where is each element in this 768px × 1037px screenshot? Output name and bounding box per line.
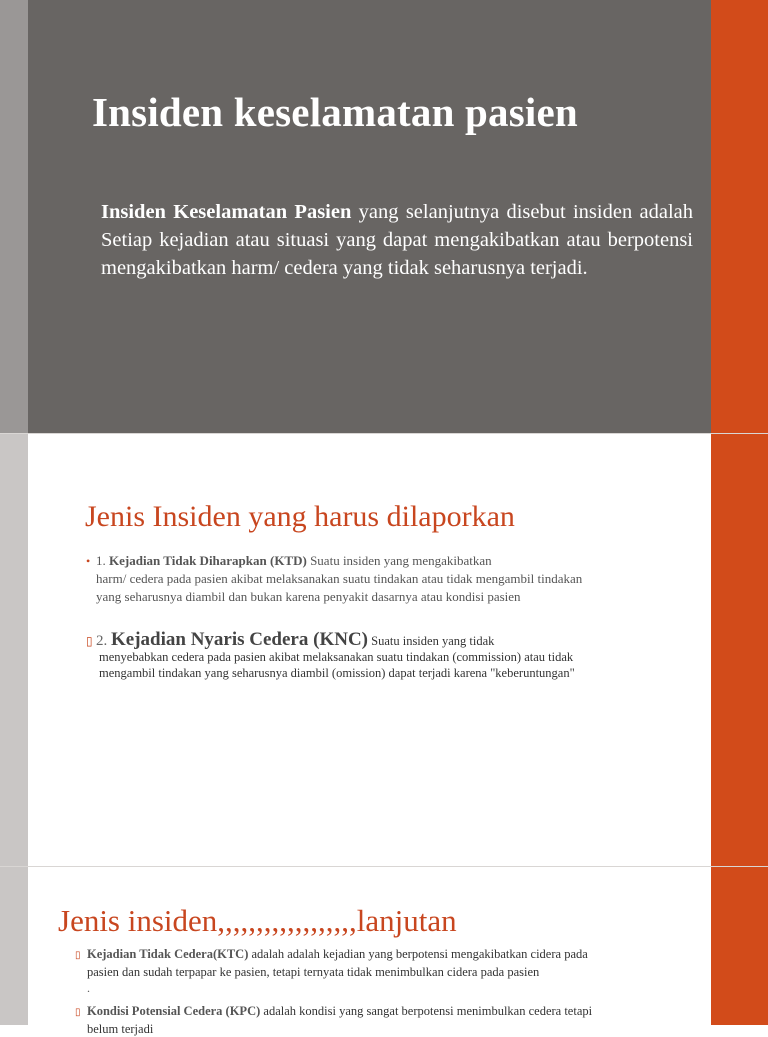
left-accent-strip [0, 867, 28, 1025]
item-term: Kondisi Potensial Cedera (KPC) [87, 1004, 261, 1018]
slide-1-paragraph [101, 198, 693, 282]
list-item-kpc [75, 1003, 675, 1037]
item-number: 2. [96, 633, 111, 649]
slide-1-title: Insiden keselamatan pasien [92, 89, 578, 135]
item-text-rest: belum terjadi [87, 1022, 154, 1036]
list-item-ktc [75, 946, 675, 980]
item-text-first: adalah kondisi yang sangat berpotensi menimbulkan cedera tetapi [260, 1004, 593, 1018]
list-item-knc [86, 629, 626, 681]
item-text-first: Suatu insiden yang tidak [368, 634, 495, 648]
paragraph-text: yang selanjutnya disebut insiden adalah Setiap kejadian atau situasi yang dapat mengakibatkan atau berpotensi mengakibatkan harm/ cedera yang tidak seharusnya terjadi. [101, 201, 693, 279]
item-text-rest: menyebabkan cedera pada pasien akibat melaksanakan suatu tindakan (commission) atau tidak mengambil tindakan yang seharusnya diambil (omission) dapat terjadi karena "keberuntungan" [99, 650, 575, 680]
slide-3-title: Jenis insiden,,,,,,,,,,,,,,,,,,lanjutan [58, 903, 457, 938]
slide-1-content [28, 0, 711, 433]
right-accent-strip [711, 0, 768, 433]
left-accent-strip [0, 434, 28, 867]
bullet-icon: • [86, 554, 91, 568]
item-text-rest: pasien dan sudah terpapar ke pasien, tetapi ternyata tidak menimbulkan cidera pada pasien [87, 965, 540, 979]
right-accent-strip [711, 867, 768, 1025]
item-text-first: adalah adalah kejadian yang berpotensi mengakibatkan cidera pada [248, 947, 588, 961]
right-accent-strip [711, 434, 768, 867]
stray-dot: . [87, 981, 90, 995]
list-item-ktd [86, 552, 596, 606]
slide-3 [0, 866, 768, 1036]
paragraph-bold-term: Insiden Keselamatan Pasien [101, 201, 352, 223]
slide-1 [0, 0, 768, 433]
square-bullet-icon: ▯ [75, 950, 81, 961]
item-text-first: Suatu insiden yang mengakibatkan [306, 553, 492, 568]
item-term: Kejadian Nyaris Cedera (KNC) [111, 629, 368, 650]
item-number: 1. [96, 553, 109, 568]
slide-2-title: Jenis Insiden yang harus dilaporkan [85, 500, 515, 533]
item-term: Kejadian Tidak Diharapkan (KTD) [109, 553, 307, 568]
item-text-rest: harm/ cedera pada pasien akibat melaksanakan suatu tindakan atau tidak mengambil tindakan yang seharusnya diambil dan bukan karena penyakit dasarnya atau kondisi pasien [96, 571, 583, 604]
left-accent-strip [0, 0, 28, 433]
square-bullet-icon: ▯ [86, 634, 93, 648]
slide-2 [0, 433, 768, 867]
item-term: Kejadian Tidak Cedera(KTC) [87, 947, 249, 961]
square-bullet-icon: ▯ [75, 1007, 81, 1018]
